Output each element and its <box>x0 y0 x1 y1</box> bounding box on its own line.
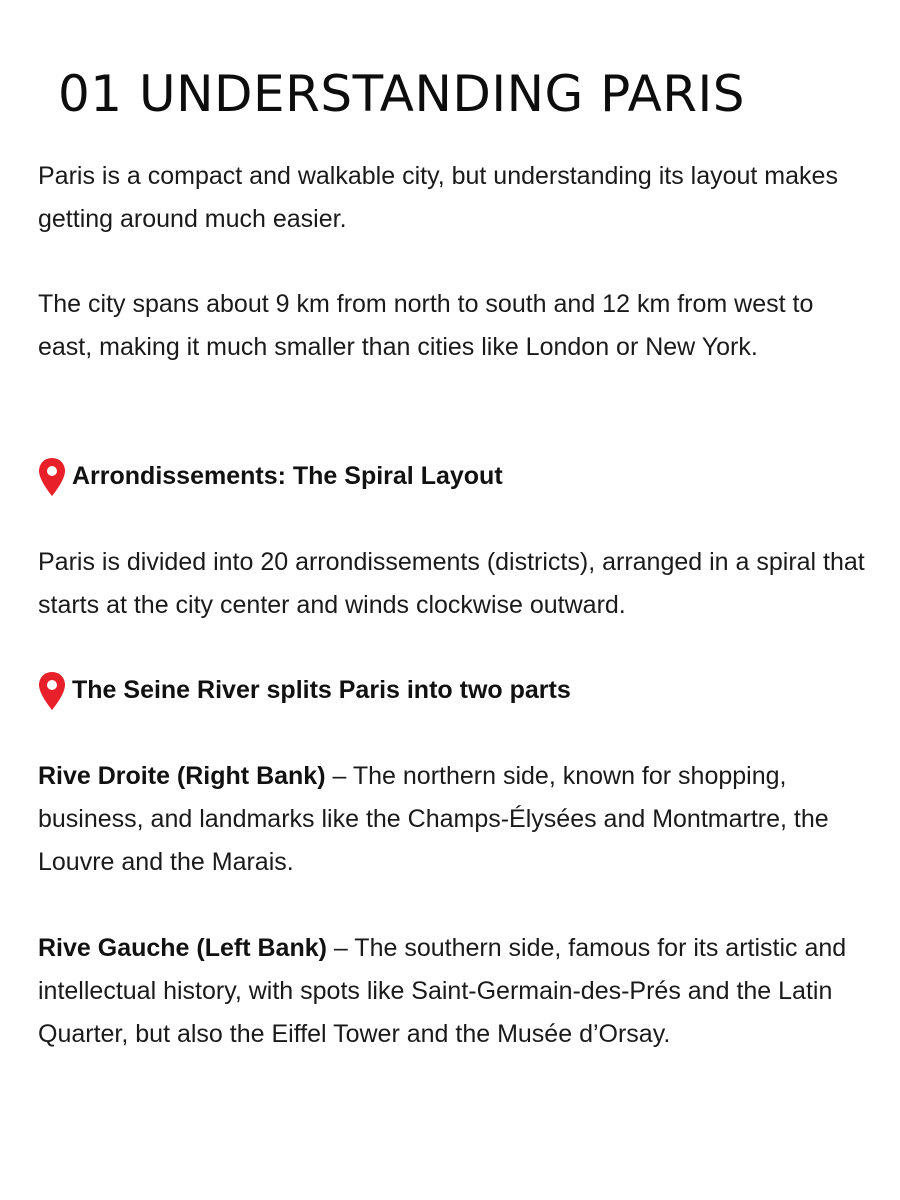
map-pin-icon <box>38 457 66 497</box>
left-bank-term: Rive Gauche (Left Bank) <box>38 934 327 962</box>
map-pin-icon <box>38 671 66 711</box>
left-bank-paragraph <box>38 927 868 1056</box>
seine-heading-text: The Seine River splits Paris into two parts <box>72 676 571 704</box>
right-bank-term: Rive Droite (Right Bank) <box>38 762 326 790</box>
arrondissements-paragraph: Paris is divided into 20 arrondissements (districts), arranged in a spiral that starts at the city center and winds clockwise outward. <box>38 548 865 619</box>
arrondissements-heading <box>38 455 868 498</box>
right-bank-paragraph <box>38 755 868 884</box>
left-bank-description: – The southern side, famous for its artistic and intellectual history, with spots like Saint-Germain-des-Prés and the Latin Quarter, but also the Eiffel Tower and the Musée d’Orsay. <box>38 934 847 1048</box>
right-bank-description: – The northern side, known for shopping, business, and landmarks like the Champs-Élysées and Montmartre, the Louvre and the Marais. <box>38 762 829 876</box>
intro-paragraph-layout: Paris is a compact and walkable city, but understanding its layout makes getting around much easier. <box>38 162 838 233</box>
page-title: 01 UNDERSTANDING PARIS <box>58 65 746 123</box>
arrondissements-heading-text: Arrondissements: The Spiral Layout <box>72 462 503 490</box>
seine-heading <box>38 669 868 712</box>
intro-paragraph-size: The city spans about 9 km from north to south and 12 km from west to east, making it much smaller than cities like London or New York. <box>38 290 814 361</box>
